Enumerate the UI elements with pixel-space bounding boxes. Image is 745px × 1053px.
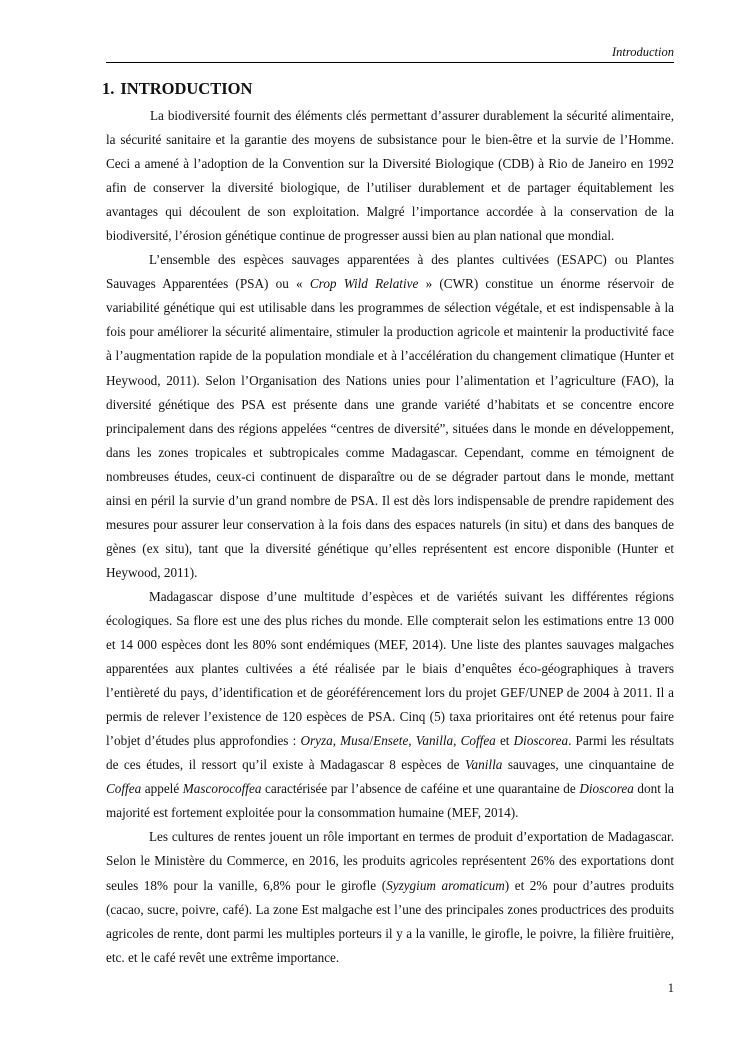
paragraph-crop-wild-relatives xyxy=(106,248,674,585)
section-heading xyxy=(102,79,252,99)
taxon-coffea-2: Coffea xyxy=(106,781,142,797)
taxon-dioscorea: Dioscorea xyxy=(513,733,569,749)
taxon-ensete: Ensete xyxy=(373,733,409,749)
p4-text-b: ) et 2% pour d’autres produits (cacao, sucre, poivre, café). La zone Est malgache est l’une des principales zones productrices des produits agricoles de rente, dont parmi les multiples porteurs il y a la vanille, le girofle, le poivre, la filière fruitière, etc. et le café revêt une extrême importance. xyxy=(106,877,674,965)
taxon-musa: Musa xyxy=(340,733,370,749)
p3-sep-3: , xyxy=(453,733,461,749)
p3-text-c: sauvages, une cinquantaine de xyxy=(502,757,674,773)
taxon-oryza: Oryza xyxy=(300,733,333,749)
taxon-syzygium: Syzygium aromaticum xyxy=(386,877,505,893)
p3-text-a: Madagascar dispose d’une multitude d’espèces et de variétés suivant les différentes régions écologiques. Sa flore est une des plus riches du monde. Elle compterait selon les estimations entre 13 000 et 14 000 espèces dont les 80% sont endémiques (MEF, 2014). Une liste des plantes sauvages malgaches apparentées aux plantes cultivées a été réalisée par le biais d’enquêtes éco-géographiques à travers l’entièreté du pays, d’identification et de géoréférencement lors du projet GEF/UNEP de 2004 à 2011. Il a permis de relever l’existence de 120 espèces de PSA. Cinq (5) taxa prioritaires ont été retenus pour faire l’objet d’études plus approfondies : xyxy=(106,588,674,749)
p3-text-b: . Parmi les résultats de ces études, il ressort qu’il existe à Madagascar 8 espèces de xyxy=(106,733,674,773)
taxon-vanilla: Vanilla xyxy=(415,733,454,749)
taxon-coffea: Coffea xyxy=(460,733,496,749)
p3-et: et xyxy=(495,733,514,749)
p3-text-e: caractérisée par l’absence de caféine et une quarantaine de xyxy=(261,781,580,797)
p3-slash: / xyxy=(369,733,374,749)
taxon-vanilla-2: Vanilla xyxy=(464,757,503,773)
header-rule xyxy=(106,62,674,63)
p3-text-d: appelé xyxy=(141,781,183,797)
p2-text-a: L’ensemble des espèces sauvages apparentées à des plantes cultivées (ESAPC) ou Plantes Sauvages Apparentées (PSA) ou « xyxy=(106,252,674,292)
p3-sep-2: , xyxy=(408,733,416,749)
paragraph-biodiversity: La biodiversité fournit des éléments clés permettant d’assurer durablement la sécurité alimentaire, la sécurité sanitaire et la garantie des moyens de subsistance pour le bien-être et la survie de l’Homme. Ceci a amené à l’adoption de la Convention sur la Diversité Biologique (CDB) à Rio de Janeiro en 1992 afin de conserver la diversité biologique, de l’utiliser durablement et de partager équitablement les avantages qui découlent de son exploitation. Malgré l’importance accordée à la conservation de la biodiversité, l’érosion génétique continue de progresser aussi bien au plan national que mondial. xyxy=(106,108,674,244)
taxon-mascorocoffea: Mascorocoffea xyxy=(182,781,262,797)
running-header: Introduction xyxy=(611,45,674,59)
section-title: INTRODUCTION xyxy=(120,79,253,98)
section-number: 1. xyxy=(102,79,115,98)
taxon-dioscorea-2: Dioscorea xyxy=(579,781,634,797)
paragraph-cash-crops xyxy=(106,825,674,969)
p2-text-c: » (CWR) constitue un énorme réservoir de variabilité génétique qui est utilisable dans les programmes de sélection végétale, et est indispensable à la fois pour améliorer la sécurité alimentaire, stimuler la production agricole et maintenir la productivité face à l’augmentation rapide de la population mondiale et à l’accélération du changement climatique (Hunter et Heywood, 2011). Selon l’Organisation des Nations unies pour l’alimentation et l’agriculture (FAO), la diversité génétique des PSA est présente dans une grande variété d’habitats et se concentre encore principalement dans des régions appelées “centres de diversité”, situées dans le monde en développement, dans les zones tropicales et subtropicales comme Madagascar. Cependant, comme en témoignent de nombreuses études, ceux-ci continuent de disparaître ou de se dégrader partout dans le monde, mettant ainsi en péril la survie d’un grand nombre de PSA. Il est dès lors indispensable de prendre rapidement des mesures pour assurer leur conservation à la fois dans des espaces naturels (in situ) et dans des banques de gènes (ex situ), tant que la diversité génétique qu’elles représentent est encore disponible (Hunter et Heywood, 2011). xyxy=(106,276,674,580)
p3-sep-1: , xyxy=(332,733,341,749)
page-number: 1 xyxy=(667,981,674,995)
body-text xyxy=(106,104,674,970)
p4-text-a: Les cultures de rentes jouent un rôle important en termes de produit d’exportation de Madagascar. Selon le Ministère du Commerce, en 2016, les produits agricoles représentent 26% des exportations dont seules 18% pour la vanille, 6,8% pour le girofle ( xyxy=(106,829,674,893)
crop-wild-relative-term: Crop Wild Relative xyxy=(309,276,419,292)
p3-text-f: dont la majorité est fortement exploitée pour la consommation humaine (MEF, 2014). xyxy=(106,781,674,821)
paragraph-madagascar-flora xyxy=(106,585,674,825)
